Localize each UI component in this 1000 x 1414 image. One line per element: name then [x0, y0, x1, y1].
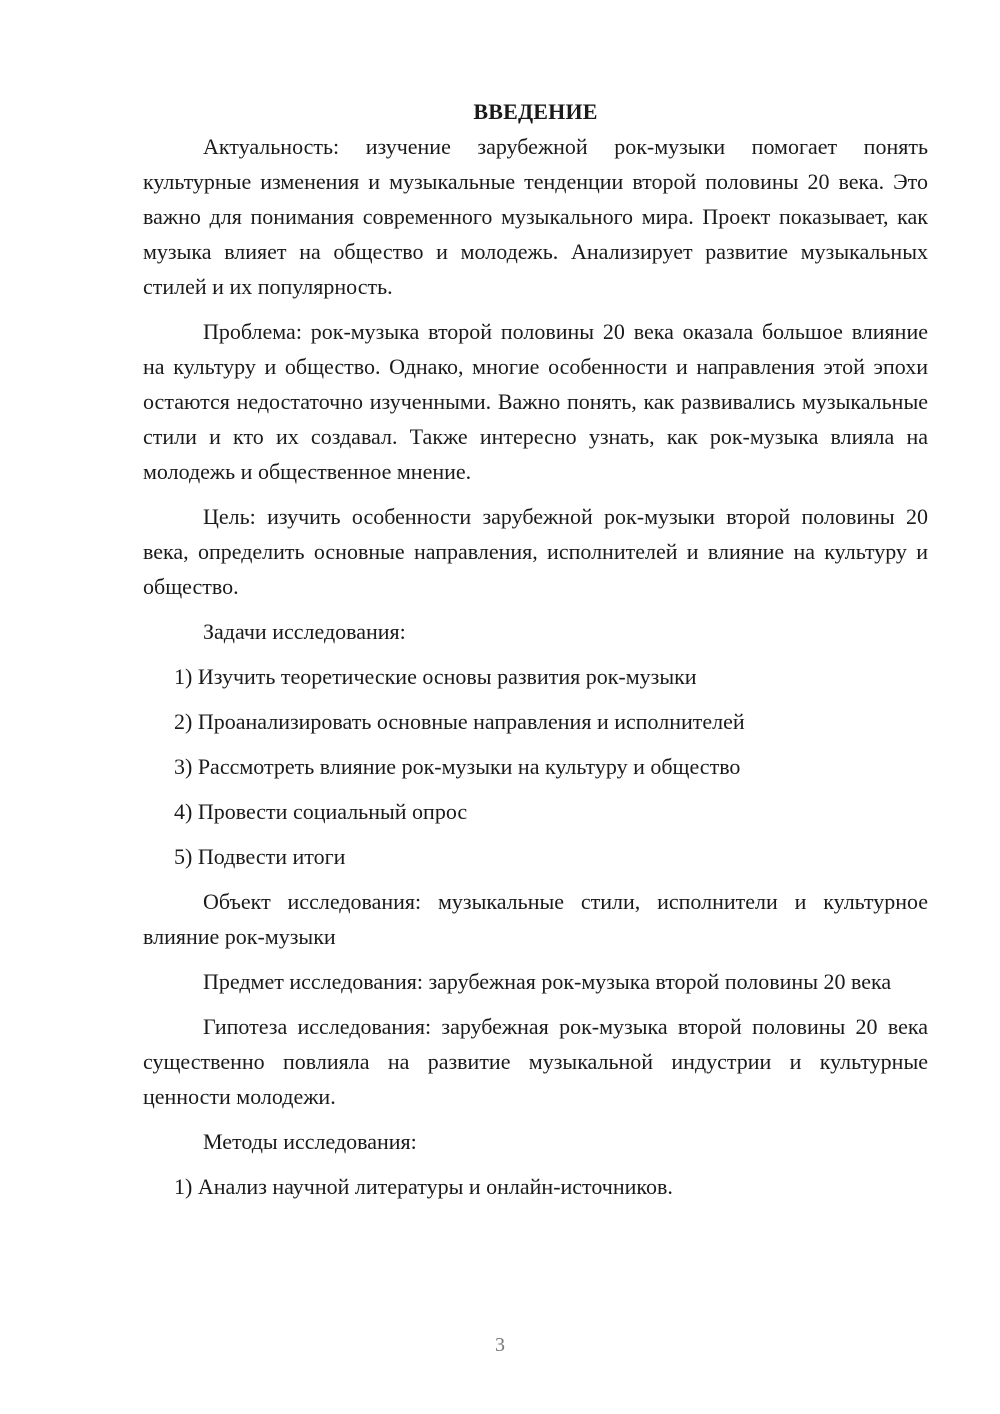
relevance-paragraph: Актуальность: изучение зарубежной рок-музыки помогает понять культурные изменения и музыкальные тенденции второй половины 20 века. Это важно для понимания современного музыкального мира. Проект показывает, как музыка влияет на общество и молодежь. Анализирует развитие музыкальных стилей и их популярность. [143, 134, 928, 299]
methods-label: Методы исследования: [203, 1129, 417, 1154]
method-item: 1) Анализ научной литературы и онлайн-источников. [174, 1174, 673, 1199]
tasks-label: Задачи исследования: [203, 619, 406, 644]
methods-list [143, 1169, 928, 1204]
tasks-list [143, 659, 928, 874]
goal-paragraph: Цель: изучить особенности зарубежной рок-музыки второй половины 20 века, определить основные направления, исполнителей и влияние на культуру и общество. [143, 504, 928, 599]
task-item: 2) Проанализировать основные направления и исполнителей [174, 709, 745, 734]
task-item: 4) Провести социальный опрос [174, 799, 468, 824]
document-page [143, 94, 928, 1214]
problem-paragraph: Проблема: рок-музыка второй половины 20 века оказала большое влияние на культуру и общество. Однако, многие особенности и направления этой эпохи остаются недостаточно изученными. Важно понять, как развивались музыкальные стили и кто их создавал. Также интересно узнать, как рок-музыка влияла на молодежь и общественное мнение. [143, 319, 928, 484]
task-item: 3) Рассмотреть влияние рок-музыки на культуру и общество [174, 754, 741, 779]
page-number: 3 [495, 1334, 505, 1356]
subject-paragraph: Предмет исследования: зарубежная рок-музыка второй половины 20 века [203, 969, 892, 994]
task-item: 5) Подвести итоги [174, 844, 346, 869]
task-item: 1) Изучить теоретические основы развития рок-музыки [174, 664, 697, 689]
section-title: ВВЕДЕНИЕ [473, 99, 598, 124]
object-paragraph: Объект исследования: музыкальные стили, исполнители и культурное влияние рок-музыки [143, 889, 928, 949]
hypothesis-paragraph: Гипотеза исследования: зарубежная рок-музыка второй половины 20 века существенно повлияла на развитие музыкальной индустрии и культурные ценности молодежи. [143, 1014, 928, 1109]
